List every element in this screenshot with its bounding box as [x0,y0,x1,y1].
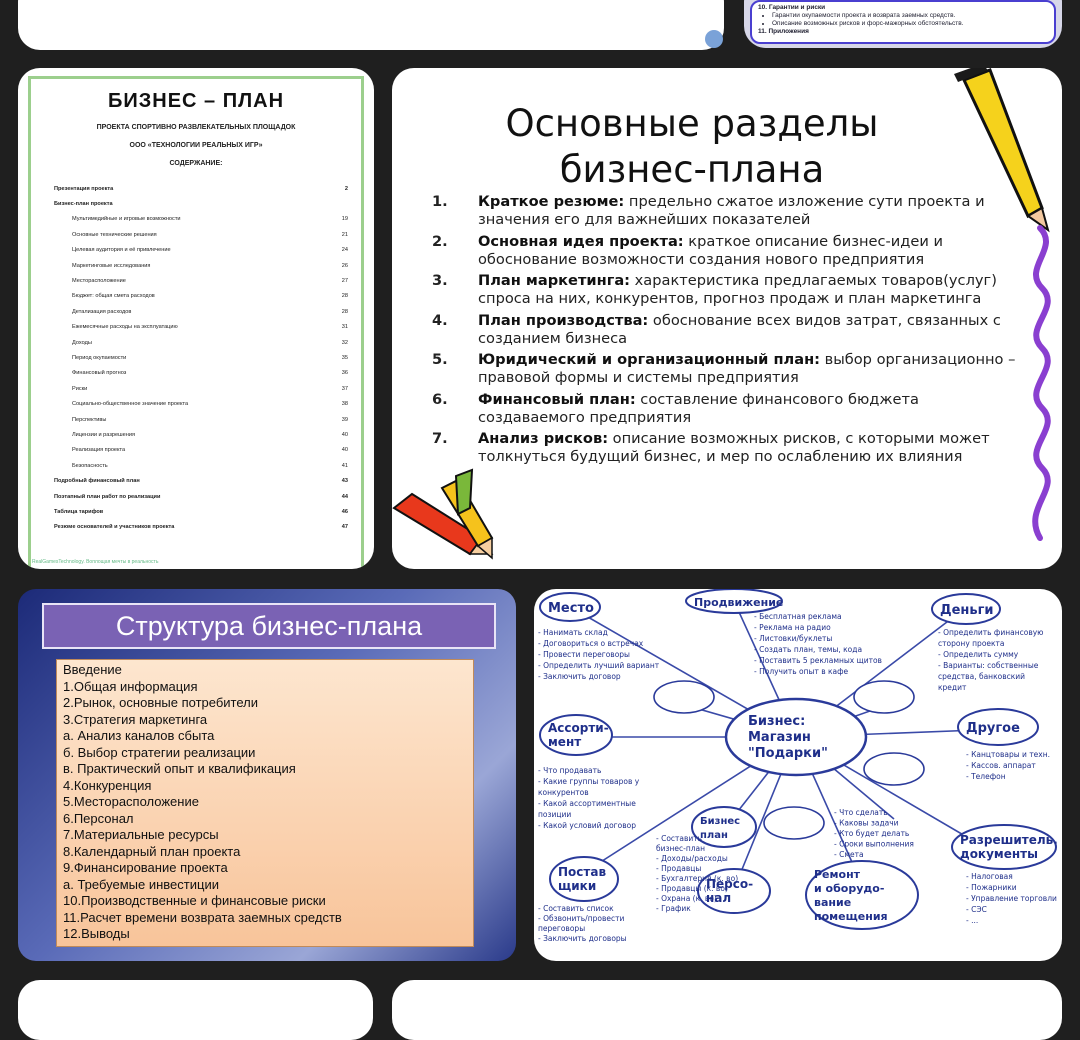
toc-label: Целевая аудитория и её привлечение [72,247,171,254]
structure-item: 3.Стратегия маркетинга [63,711,208,727]
toc-page: 43 [341,478,348,485]
section-term: Юридический и организационный план: [478,351,820,368]
node-label: помещения [814,910,888,923]
section-term: План маркетинга: [478,272,631,289]
toc-label: Реализация проекта [72,447,126,454]
toc-label: Презентация проекта [54,185,114,192]
toc-row [54,227,348,242]
section-body [478,193,1022,233]
toc-page: 2 [344,185,348,192]
note-text: - Канцтовары и техн. [966,750,1051,759]
toc-row [54,381,348,396]
top-right-footer: 11. Приложения [758,28,809,35]
node-label: вание [814,896,852,909]
card1-footer: RealGamesTechnology. Воплощая мечты в реальность [32,559,159,565]
toc-row [54,304,348,319]
toc-page: 36 [341,370,348,377]
card1-subtitle: ПРОЕКТА СПОРТИВНО РАЗВЛЕКАТЕЛЬНЫХ ПЛОЩАДОК [96,124,296,131]
node-label: Бизнес [700,816,741,827]
toc-label: Мультимедийные и игровые возможности [72,216,181,223]
node-label: Место [548,601,594,616]
section-body [478,430,1022,470]
center-label: "Подарки" [748,746,828,761]
cloud-bubble [864,753,924,785]
toc-label: Лицензии и разрешения [72,431,135,438]
note-text: - Определить лучший вариант [538,661,660,670]
structure-item: 4.Конкуренция [63,777,152,793]
toc-row [54,366,348,381]
node-label: нал [706,891,732,905]
note-text: - Кто будет делать [834,829,910,838]
toc-page: 44 [341,493,348,500]
section-body [478,351,1022,391]
toc-label: Детализация расходов [72,308,132,315]
note-text: - Заключить договор [538,672,621,681]
bottom-right-card[interactable] [392,980,1062,1040]
section-term: План производства: [478,311,649,329]
section-item [432,351,1022,391]
note-text: - Нанимать склад [538,628,608,637]
node-label: щики [558,879,597,893]
note-text: - Продавцы (к. во) [656,884,728,893]
toc-row [54,181,348,196]
section-number: 5. [432,351,448,368]
section-number: 1. [432,193,448,210]
structure-item: а. Требуемые инвестиции [63,876,219,892]
section-item [432,312,1022,352]
note-text: - Какие группы товаров у [538,777,640,786]
toc-page: 47 [341,524,348,531]
note-text: - Реклама на радио [754,623,831,632]
toc-row [54,350,348,365]
section-number: 2. [432,232,448,250]
note-text: - Провести переговоры [538,650,630,659]
note-text: - Бесплатная реклама [754,612,842,621]
badge-icon [705,30,723,48]
structure-item: 2.Рынок, основные потребители [63,695,258,710]
note-text: - Какой условий договор [538,821,636,830]
structure-list [56,659,474,947]
section-text: обоснование всех видов затрат, связанных с созданием бизнеса [478,311,1001,347]
toc-row [54,243,348,258]
node-label: план [700,830,728,841]
section-number: 3. [432,272,448,289]
toc-page: 19 [341,216,348,223]
note-text: - Продавцы [656,864,702,873]
note-text: - Листовки/буклеты [754,634,833,643]
top-right-card-content [750,0,1056,44]
note-text: - ... [966,916,979,925]
toc-page: 37 [341,385,348,392]
section-number: 6. [432,390,448,408]
toc-page: 39 [341,416,348,423]
section-body [478,272,1022,312]
toc-label: Основные технические решения [72,231,157,238]
toc-page: 32 [341,339,348,346]
note-text: - Налоговая [966,872,1013,881]
toc-row [54,443,348,458]
section-term: Финансовый план: [478,390,636,408]
note-text: - Определить финансовую [938,628,1044,637]
toc-label: Бизнес-план проекта [54,201,113,208]
mind-map [534,589,1062,961]
node-label: документы [960,847,1038,861]
toc-row [54,489,348,504]
structure-item: 1.Общая информация [63,678,198,694]
toc-row [54,458,348,473]
structure-item: 8.Календарный план проекта [63,843,241,859]
structure-item: в. Практический опыт и квалификация [63,761,296,776]
note-text: - Пожарники [966,883,1017,892]
note-text: - Управление торговли [966,894,1057,903]
note-text: - Определить сумму [938,650,1019,659]
toc-label: Перспективы [72,416,107,423]
card1-contents-label: СОДЕРЖАНИЕ: [169,160,223,167]
toc-label: Риски [72,385,88,392]
cloud-bubble [764,807,824,839]
toc-page: 27 [341,278,348,285]
note-text: - Договориться о встречах [538,639,644,648]
toc-row [54,412,348,427]
note-text: сторону проекта [938,639,1005,648]
toc-page: 40 [341,447,348,454]
note-text: - Получить опыт в кафе [754,667,849,676]
toc-label: Социально-общественное значение проекта [72,401,189,408]
toc-row [54,504,348,519]
note-text: - График [656,904,691,913]
section-text: краткое описание бизнес-идеи и обоснование возможности создания нового предприятия [478,232,943,268]
node-label: мент [548,735,582,749]
toc-label: Таблица тарифов [54,508,104,515]
crayons-icon [394,470,492,558]
sections-list [432,193,1022,470]
section-text: предельно сжатое изложение сути проекта и значения его для важнейших показателей [478,193,985,228]
section-body [478,233,1022,273]
section-text: характеристика предлагаемых товаров(услуг) спроса на них, конкурентов, прогноз продаж и план маркетинга [478,272,997,307]
structure-item: 11.Расчет времени возврата заемных средств [63,909,342,925]
toc-label: Маркетинговые исследования [72,262,151,269]
top-left-card[interactable] [18,0,724,50]
top-right-heading: 10. Гарантии и риски [758,4,826,11]
note-text: - Варианты: собственные [938,661,1039,670]
structure-item: 5.Месторасположение [63,794,199,809]
toc-page: 31 [341,324,348,331]
toc-row [54,335,348,350]
node-label: Другое [966,721,1020,736]
note-text: бизнес-план [656,844,706,853]
top-right-item: • Гарантии окупаемости проекта и возврата заемных средств. [772,12,1048,20]
note-text: - Создать план, темы, кода [754,645,863,654]
toc-page: 21 [341,231,348,238]
section-item [432,272,1022,312]
node-label: Ассорти- [548,721,609,735]
note-text: - Какой ассортиментные [538,799,636,808]
top-right-item: • Описание возможных рисков и форс-мажорных обстоятельств. [772,20,1048,28]
toc-row [54,520,348,535]
center-label: Бизнес: [748,714,806,729]
note-text: - Составить список [538,904,614,913]
section-item [432,391,1022,431]
toc-page: 46 [341,508,348,515]
structure-header: Структура бизнес-плана [42,603,496,649]
bottom-left-card[interactable] [18,980,373,1040]
note-text: - Кассов. аппарат [966,761,1036,770]
section-number: 4. [432,311,448,329]
section-text: составление финансового бюджета создаваемого предприятия [478,390,919,426]
note-text: - Заключить договоры [538,934,627,943]
section-term: Основная идея проекта: [478,232,684,250]
node-label: и оборудо- [814,882,885,895]
toc-row [54,196,348,211]
note-text: средства, банковский [938,672,1026,681]
toc-page: 28 [341,308,348,315]
toc-label: Безопасность [72,462,108,469]
note-text: - Что продавать [538,766,602,775]
toc-label: Подробный финансовый план [54,478,140,485]
toc-page: 28 [341,293,348,300]
structure-item: 6.Персонал [63,810,134,826]
note-text: переговоры [538,924,586,933]
toc-row [54,289,348,304]
toc-row [54,320,348,335]
note-text: - Обзвонить/провести [538,914,625,923]
note-text: позиции [538,810,572,819]
toc-page: 38 [341,401,348,408]
structure-item: Введение [63,662,122,677]
section-item [432,430,1022,470]
toc-row [54,396,348,411]
section-item [432,233,1022,273]
structure-item: 7.Материальные ресурсы [63,827,219,842]
note-text: - Что сделать [834,808,888,817]
mind-map-card[interactable] [534,589,1062,961]
toc-row [54,427,348,442]
cloud-bubble [654,681,714,713]
note-text: - Доходы/расходы [656,854,728,863]
note-text: - СЭС [966,905,987,914]
toc-list [54,181,348,535]
toc-page: 26 [341,262,348,269]
main-sections-card[interactable] [392,68,1062,569]
center-label: Магазин [748,730,811,745]
section-number: 7. [432,430,448,447]
section-term: Краткое резюме: [478,193,625,210]
toc-label: Месторасположение [72,278,126,285]
toc-row [54,258,348,273]
note-text: - Охрана (к. во) [656,894,717,903]
structure-item: 12.Выводы [63,926,130,941]
toc-row [54,273,348,288]
node-label: Деньги [940,603,994,618]
structure-card[interactable] [18,589,516,961]
structure-item: б. Выбор стратегии реализации [63,744,256,760]
structure-item: 9.Финансирование проекта [63,860,228,875]
top-right-card[interactable] [744,0,1062,48]
card1-title: БИЗНЕС – ПЛАН [107,90,285,112]
note-text: конкурентов [538,788,589,797]
toc-label: Бюджет: общая смета расходов [72,293,155,300]
card2-title-line1: Основные разделы [505,102,879,145]
section-body [478,312,1022,352]
note-text: - Каковы задачи [834,818,899,828]
section-text: выбор организационно – правовой формы и системы предприятия [478,351,1016,386]
section-body [478,391,1022,431]
note-text: - Бухгалтерия (к. во) [656,874,739,883]
toc-label: Резюме основателей и участников проекта [54,524,175,531]
toc-row [54,212,348,227]
note-text: - Смета [834,850,864,859]
toc-page: 40 [341,431,348,438]
toc-label: Ежемесячные расходы на эксплуатацию [72,324,178,331]
structure-item: 10.Производственные и финансовые риски [63,893,326,908]
section-term: Анализ рисков: [478,430,609,447]
cloud-bubble [854,681,914,713]
node-label: Продвижение [694,596,784,609]
squiggle-line [1035,228,1048,538]
note-text: - Поставить 5 рекламных щитов [754,656,882,665]
node-label: Разрешитель. [960,833,1058,847]
toc-row [54,473,348,488]
toc-page: 24 [341,247,348,254]
business-plan-toc-card[interactable] [18,68,374,569]
node-label: Ремонт [814,868,861,881]
toc-label: Поэтапный план работ по реализации [54,493,161,500]
section-text: описание возможных рисков, с которыми может толкнуться будущий бизнес, и мер по ослаблению их влияния [478,430,990,465]
toc-page: 35 [341,354,348,361]
toc-label: Период окупаемости [72,354,127,361]
node-label: Постав [558,865,607,879]
note-text: кредит [938,683,967,692]
card2-title-line2: бизнес-плана [559,148,825,191]
note-text: - Составить [656,834,703,843]
section-item [432,193,1022,233]
toc-label: Финансовый прогноз [72,370,127,377]
node-label: Персо- [706,877,754,891]
toc-page: 41 [341,462,348,469]
card1-subtitle: ООО «ТЕХНОЛОГИИ РЕАЛЬНЫХ ИГР» [129,142,263,149]
toc-label: Доходы [72,339,92,346]
note-text: - Сроки выполнения [834,839,914,849]
note-text: - Телефон [966,772,1006,781]
structure-item: а. Анализ каналов сбыта [63,728,215,743]
